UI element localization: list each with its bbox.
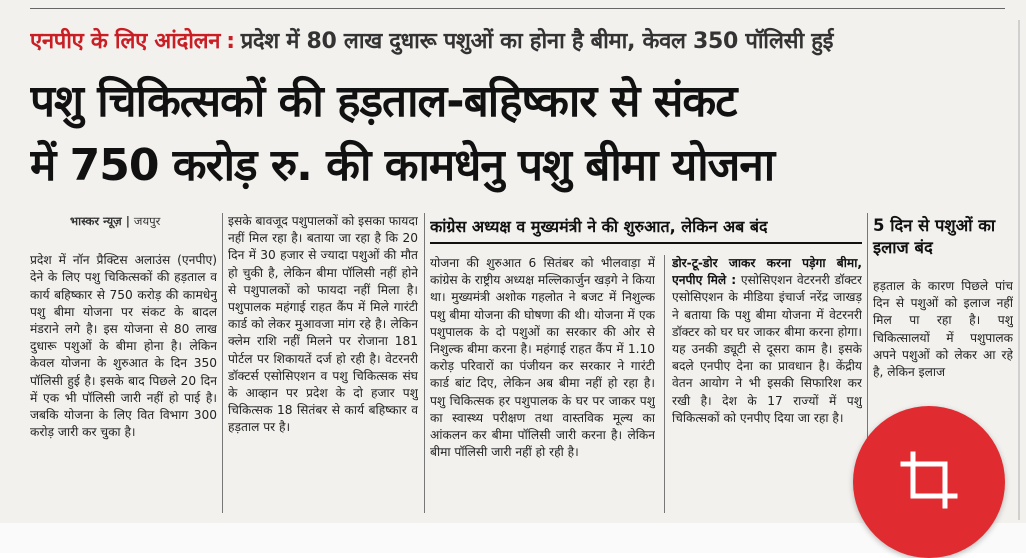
kicker-label: एनपीए के लिए आंदोलन xyxy=(30,29,221,54)
column-divider xyxy=(222,213,223,513)
byline-divider: | xyxy=(125,214,130,228)
scrollbar[interactable] xyxy=(1015,20,1023,520)
byline xyxy=(30,213,217,230)
box-column-2 xyxy=(672,255,862,513)
headline xyxy=(30,70,1005,198)
top-rule xyxy=(30,0,1005,9)
headline-line-2: में 750 करोड़ रु. की कामधेनु पशु बीमा योजना xyxy=(30,140,775,191)
box-column-1-text: योजना की शुरुआत 6 सितंबर को भीलवाड़ा में कांग्रेस के राष्ट्रीय अध्यक्ष मल्लिकार्जुन खड़गे ने किया था। मुख्यमंत्री अशोक गहलोत ने बजट में निशुल्क पशु बीमा योजना की घोषणा की थी। योजना में एक पशुपालक के दो पशुओं का सरकार की ओर से निशुल्क बीमा करना है। महंगाई राहत कैंप में 1.10 करोड़ परिवारों का पंजीयन कर सरकार ने गारंटी कार्ड बांट दिए, लेकिन अब बीमा नहीं हो रहा है। पशु चिकित्सक हर पशुपालक के घर पर जाकर पशु का स्वास्थ्य परीक्षण तथा वास्तविक मूल्य का आंकलन कर बीमा पॉलिसी जारी करना है। लेकिन बीमा पॉलिसी जारी नहीं हो रही है। xyxy=(430,256,655,460)
box-column-2-text: एसोसिएशन वेटरनरी डॉक्टर एसोसिएशन के मीडिया इंचार्ज नरेंद्र जाखड़ ने बताया कि पशु बीमा योजना में वेटरनरी डॉक्टर को घर घर जाकर बीमा करना होगा। यह उनकी ड्यूटी से दूसरा काम है। इसके बदले एनपीए देना का प्रावधान है। केंद्रीय वेतन आयोग ने भी इसकी सिफारिश कर रखी है। देश के 17 राज्यों में पशु चिकित्सकों को एनपीए दिया जा रहा है। xyxy=(672,273,862,425)
article-column-1 xyxy=(30,213,217,518)
box-column-1 xyxy=(430,255,655,513)
box-column-2-subhead: डोर-टू-डोर जाकर करना पड़ेगा बीमा, एनपीए मिले : xyxy=(672,256,862,288)
side-column-text: हड़ताल के कारण पिछले पांच दिन से पशुओं को इलाज नहीं मिल पा रहा है। पशु चिकित्सालयों में पशुपालक अपने पशुओं को लेकर आ रहे है, लेकिन इलाज xyxy=(873,279,1013,380)
column-divider xyxy=(424,213,425,513)
headline-line-1: पशु चिकित्सकों की हड़ताल-बहिष्कार से संकट xyxy=(30,76,737,127)
scroll-track xyxy=(1018,20,1020,520)
kicker-text: प्रदेश में 80 लाख दुधारू पशुओं का होना है बीमा, केवल 350 पॉलिसी हुई xyxy=(240,29,834,54)
column-divider xyxy=(664,255,665,513)
side-heading: 5 दिन से पशुओं का इलाज बंद xyxy=(873,216,996,257)
column-2-text: इसके बावजूद पशुपालकों को इसका फायदा नहीं मिल रहा है। बताया जा रहा है कि 20 दिन में 30 हजार से ज्यादा पशुओं की मौत हो चुकी है, लेकिन बीमा पॉलिसी नहीं होने से पशुपालकों को फायदा नहीं मिला है। पशुपालक महंगाई राहत कैंप में मिले गारंटी कार्ड को लेकर मुआवजा मांग रहे है। लेकिन क्लेम राशि नहीं मिलने पर रोजाना 181 पोर्टल पर शिकायतें दर्ज हो रही है। वेटरनरी डॉक्टर्स एसोसिएशन व पशु चिकित्सक संघ के आव्हान पर प्रदेश के दो हजार पशु चिकित्सक 18 सितंबर से कार्य बहिष्कार व हड़ताल पर है। xyxy=(228,214,418,435)
article-column-2 xyxy=(228,213,418,518)
column-1-text: प्रदेश में नॉन प्रैक्टिस अलाउंस (एनपीए) देने के लिए पशु चिकित्सकों की हड़ताल व कार्य बहिष्कार से 750 करोड़ की कामधेनु पशु बीमा योजना पर संकट के बादल मंडराने लगे है। इस योजना से 80 लाख दुधारू पशुओं के बीमा होना है। लेकिन केवल योजना के शुरुआत के दिन 350 पॉलिसी हुई है। इसके बाद पिछले 20 दिन में एक भी पॉलिसी जारी नहीं हो पाई है। जबकि योजना के लिए वित विभाग 300 करोड़ जारी कर चुका है। xyxy=(30,253,217,440)
byline-agency: भास्कर न्यूज़ xyxy=(70,214,122,228)
kicker-line xyxy=(30,22,1005,62)
box-heading: कांग्रेस अध्यक्ष व मुख्यमंत्री ने की शुरुआत, लेकिन अब बंद xyxy=(430,212,862,244)
kicker-separator: : xyxy=(226,29,235,54)
crop-button[interactable] xyxy=(853,406,1005,558)
crop-icon xyxy=(899,450,959,510)
byline-location: जयपुर xyxy=(133,214,161,228)
